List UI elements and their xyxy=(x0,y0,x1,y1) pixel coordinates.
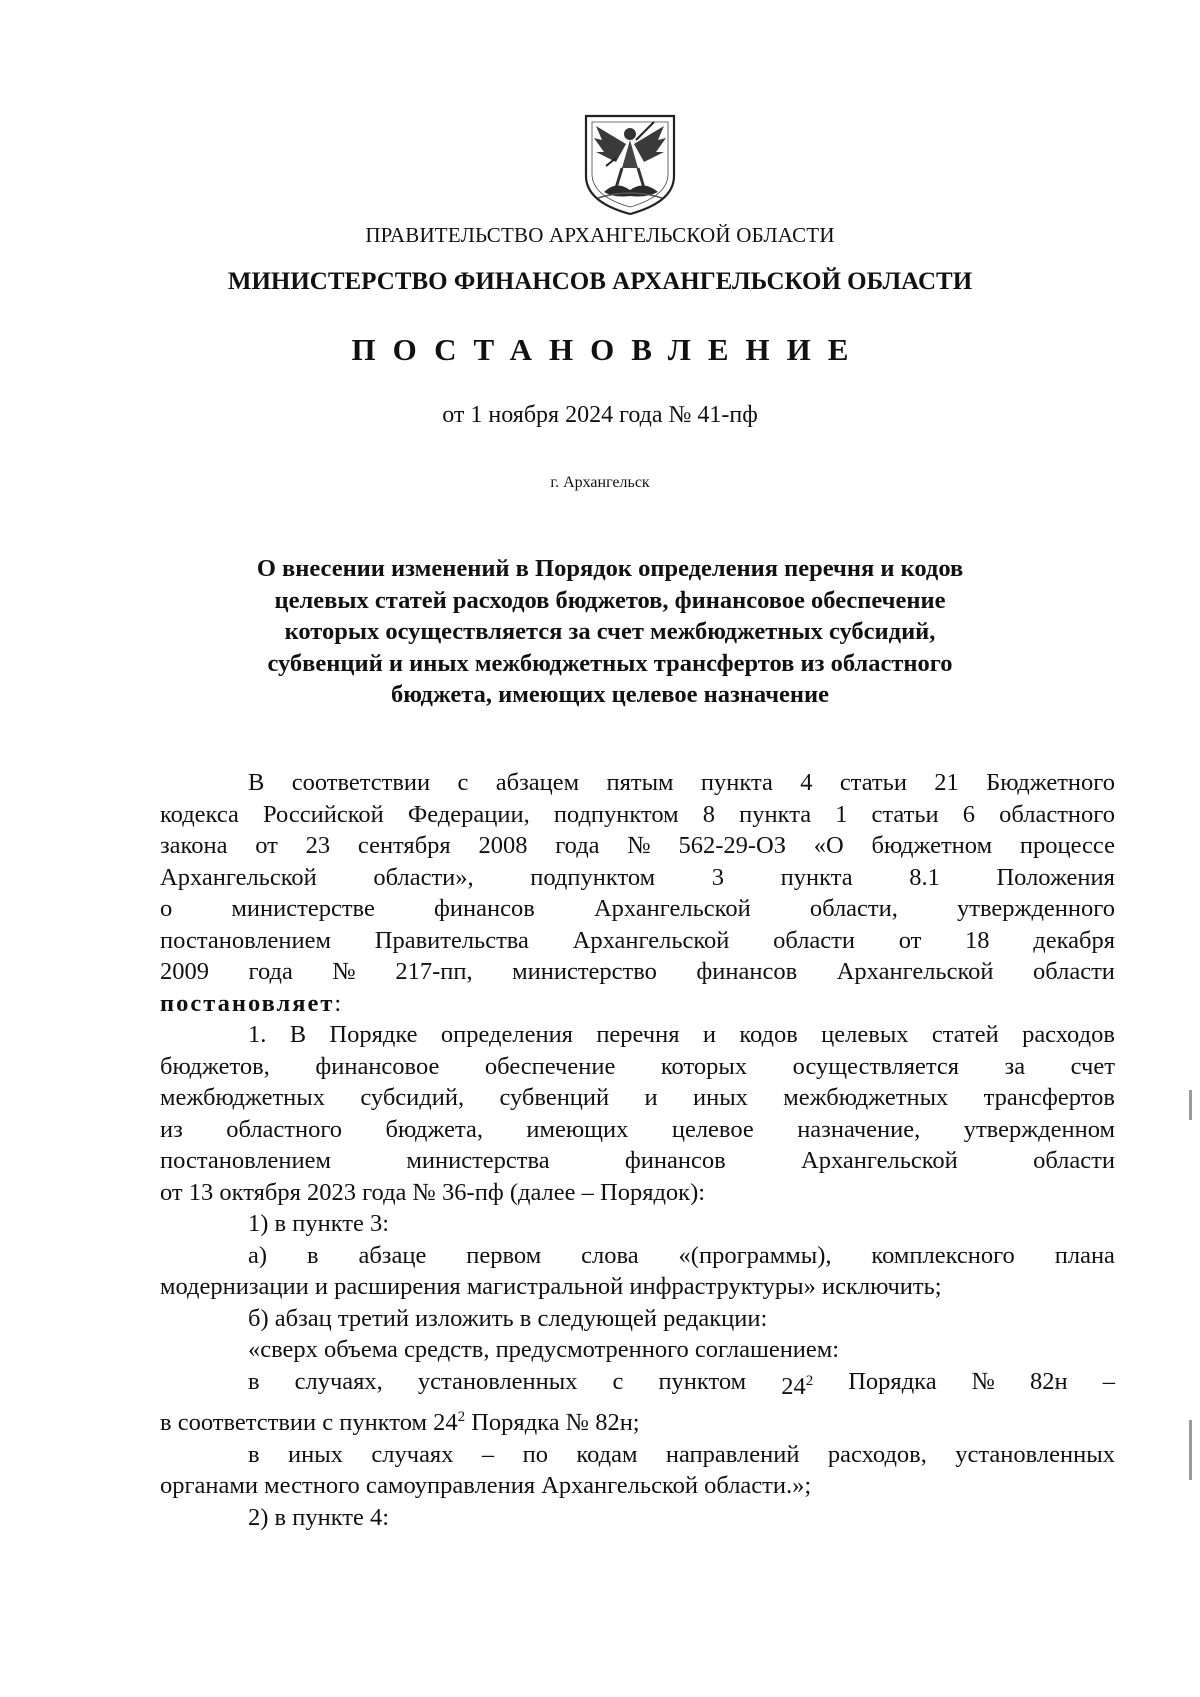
word: закона xyxy=(160,832,228,859)
case2-line xyxy=(160,1439,1115,1471)
word: финансов xyxy=(696,958,798,985)
word: процессе xyxy=(1019,832,1115,859)
word: от xyxy=(898,926,922,954)
word: за xyxy=(1004,1052,1026,1080)
word: постановлением xyxy=(160,926,332,954)
case1b-sup: 2 xyxy=(457,1409,466,1426)
word: статьи xyxy=(839,769,907,796)
word: 2008 xyxy=(478,832,528,859)
word: утвержденного xyxy=(957,895,1115,922)
preamble-line xyxy=(160,830,1115,862)
word: финансов xyxy=(624,1147,726,1174)
word: Порядке xyxy=(329,1021,418,1048)
word: счет xyxy=(1070,1052,1115,1080)
word: министерства xyxy=(406,1147,550,1174)
word: межбюджетных xyxy=(160,1084,325,1111)
word: расходов xyxy=(1022,1021,1115,1048)
word: целевое xyxy=(671,1115,754,1143)
word: случаях xyxy=(371,1440,454,1468)
word: $24^2$ xyxy=(781,1372,814,1400)
word: статьи xyxy=(871,800,939,828)
word: подпунктом xyxy=(553,800,679,828)
word: Российской xyxy=(263,800,384,828)
word: 1 xyxy=(835,800,848,828)
word: а) xyxy=(248,1241,268,1269)
title-line: субвенций и иных межбюджетных трансфертов из областного xyxy=(267,649,953,677)
item1-line xyxy=(160,1019,1115,1051)
word: и xyxy=(644,1084,658,1111)
word: субвенций xyxy=(499,1084,610,1111)
word: 18 xyxy=(965,926,990,954)
word: Правительства xyxy=(374,926,529,954)
word: абзацем xyxy=(495,769,580,796)
word: 8.1 xyxy=(909,863,940,891)
document-title xyxy=(190,553,1030,711)
word: в xyxy=(248,1440,260,1468)
word: 8 xyxy=(702,800,716,828)
government-name: ПРАВИТЕЛЬСТВО АРХАНГЕЛЬСКОЙ ОБЛАСТИ xyxy=(365,223,835,247)
word: первом xyxy=(466,1241,542,1269)
word: областного xyxy=(226,1115,343,1143)
word: года xyxy=(555,832,600,859)
sub1-a-line: модернизации и расширения магистральной инфраструктуры» исключить; xyxy=(160,1273,942,1300)
word: № xyxy=(627,832,651,859)
word: области xyxy=(773,926,855,954)
item1-line xyxy=(160,1051,1115,1083)
word: № xyxy=(332,958,356,985)
word: Архангельской xyxy=(572,926,730,954)
word: министерство xyxy=(512,958,657,985)
title-line: которых осуществляется за счет межбюджетных субсидий, xyxy=(284,618,936,645)
word: иных xyxy=(693,1084,748,1111)
word: в xyxy=(248,1367,260,1395)
preamble-line xyxy=(160,799,1115,831)
word: плана xyxy=(1054,1241,1115,1269)
word: пункта xyxy=(700,769,773,796)
word: подпунктом xyxy=(530,863,656,891)
word: установленных xyxy=(955,1440,1115,1468)
word: комплексного xyxy=(871,1241,1015,1269)
word: слова xyxy=(581,1241,639,1269)
word: субсидий, xyxy=(360,1084,465,1111)
word: из xyxy=(160,1115,183,1143)
word: области, xyxy=(809,895,898,922)
sub1-heading: 1) в пункте 3: xyxy=(248,1210,390,1237)
word: определения xyxy=(440,1021,573,1048)
word: бюджетном xyxy=(871,832,993,859)
word: межбюджетных xyxy=(783,1084,949,1111)
word: 217-пп, xyxy=(395,958,473,985)
preamble-line xyxy=(160,893,1115,925)
word: трансфертов xyxy=(983,1084,1115,1111)
word: в xyxy=(306,1241,319,1269)
word: бюджета, xyxy=(385,1115,483,1143)
word: – xyxy=(481,1440,495,1468)
word: 4 xyxy=(800,769,813,796)
preamble-line xyxy=(160,956,1115,988)
title-line: О внесении изменений в Порядок определения перечня и кодов xyxy=(256,555,964,582)
word: случаях, xyxy=(294,1367,383,1395)
word: и xyxy=(702,1021,716,1048)
scan-edge-mark xyxy=(1189,1420,1192,1480)
ministry-name: МИНИСТЕРСТВО ФИНАНСОВ АРХАНГЕЛЬСКОЙ ОБЛАСТИ xyxy=(227,268,973,295)
word: № xyxy=(971,1367,995,1395)
word: 23 xyxy=(305,832,331,859)
preamble-line xyxy=(160,925,1115,957)
case1-line xyxy=(160,1366,1115,1403)
word: Бюджетного xyxy=(986,769,1115,796)
word: абзаце xyxy=(358,1241,427,1269)
decree-colon: : xyxy=(334,989,342,1017)
word: о xyxy=(160,895,173,922)
word: декабря xyxy=(1033,926,1115,954)
case2-line: органами местного самоуправления Архангельской области.»; xyxy=(160,1472,812,1500)
decree-word: постановляет xyxy=(160,989,335,1017)
word: осуществляется xyxy=(792,1052,959,1080)
title-line: целевых статей расходов бюджетов, финансовое обеспечение xyxy=(274,586,946,614)
word: с xyxy=(457,769,469,796)
word: 82н xyxy=(1030,1367,1068,1395)
word: кодекса xyxy=(160,800,239,828)
word: года xyxy=(248,958,293,985)
decree-line xyxy=(160,988,1115,1020)
coat-of-arms-icon xyxy=(576,110,684,216)
sub1-a-line xyxy=(160,1240,1115,1272)
word: 3 xyxy=(711,863,725,891)
word: 2009 xyxy=(160,958,209,985)
word: бюджетов, xyxy=(160,1052,270,1080)
word: «(программы), xyxy=(678,1241,832,1269)
scan-edge-mark xyxy=(1189,1090,1192,1120)
word: соответствии xyxy=(291,769,431,796)
document-city: г. Архангельск xyxy=(550,474,650,491)
word: Архангельской xyxy=(836,958,994,985)
superscript: 2 xyxy=(805,1372,814,1389)
word: целевых xyxy=(821,1021,909,1048)
word: расходов, xyxy=(827,1440,927,1468)
word: иных xyxy=(288,1440,343,1468)
word: кодам xyxy=(576,1440,638,1468)
word: сентября xyxy=(357,832,451,859)
word: Архангельской xyxy=(801,1147,958,1174)
word: пятым xyxy=(606,769,674,796)
item1-line xyxy=(160,1082,1115,1114)
word: финансов xyxy=(434,895,535,922)
word: перечня xyxy=(596,1021,680,1048)
sub1-b-line: б) абзац третий изложить в следующей редакции: xyxy=(248,1304,768,1332)
word: направлений xyxy=(665,1440,800,1468)
word: В xyxy=(248,769,265,796)
word: которых xyxy=(660,1052,748,1080)
word: Архангельской xyxy=(160,863,317,891)
case1b-text-end: Порядка № 82н; xyxy=(465,1409,640,1437)
word: пункта xyxy=(739,800,812,828)
word: от xyxy=(255,832,278,859)
word: области», xyxy=(373,863,474,891)
word: 6 xyxy=(962,800,976,828)
word: с xyxy=(612,1367,624,1395)
word: Федерации, xyxy=(407,800,530,828)
word: по xyxy=(522,1440,548,1468)
word: 562-29-ОЗ xyxy=(678,832,787,859)
word: области xyxy=(1033,1147,1115,1174)
word: имеющих xyxy=(526,1115,629,1143)
preamble-line xyxy=(160,767,1115,799)
case1b-text: в соответствии с пунктом 24 xyxy=(160,1409,458,1437)
document-date-number: от 1 ноября 2024 года № 41-пф xyxy=(442,402,758,428)
preamble-line xyxy=(160,862,1115,894)
item1-line xyxy=(160,1145,1115,1177)
word: – xyxy=(1102,1367,1115,1395)
word: 1. xyxy=(248,1021,267,1048)
word: В xyxy=(289,1021,307,1048)
word: финансовое xyxy=(315,1052,440,1080)
sub2-heading: 2) в пункте 4: xyxy=(248,1503,390,1531)
word: «О xyxy=(813,832,844,859)
word: кодов xyxy=(739,1021,798,1048)
word: назначение, xyxy=(797,1115,921,1143)
word: областного xyxy=(999,800,1115,828)
item1-line xyxy=(160,1114,1115,1146)
word: статей xyxy=(931,1021,999,1048)
word: области xyxy=(1033,958,1115,985)
word: Порядка xyxy=(848,1367,937,1395)
sub1-quote-line: «сверх объема средств, предусмотренного соглашением: xyxy=(248,1336,840,1363)
word: Архангельской xyxy=(593,895,751,922)
document-body xyxy=(160,767,1115,1533)
title-line: бюджета, имеющих целевое назначение xyxy=(390,681,829,708)
word: пунктом xyxy=(658,1367,747,1395)
word: утвержденном xyxy=(963,1115,1115,1143)
word: пункта xyxy=(780,863,853,891)
word: обеспечение xyxy=(484,1052,616,1080)
word: министерстве xyxy=(231,895,375,922)
case1b-line xyxy=(160,1402,1115,1439)
word: постановлением xyxy=(160,1147,332,1174)
item1-line: от 13 октября 2023 года № 36-пф (далее – Порядок): xyxy=(160,1178,706,1206)
word: Положения xyxy=(996,863,1115,891)
word: установленных xyxy=(417,1367,578,1395)
document-type: ПОСТАНОВЛЕНИЕ xyxy=(351,332,866,367)
word: 21 xyxy=(934,769,959,796)
